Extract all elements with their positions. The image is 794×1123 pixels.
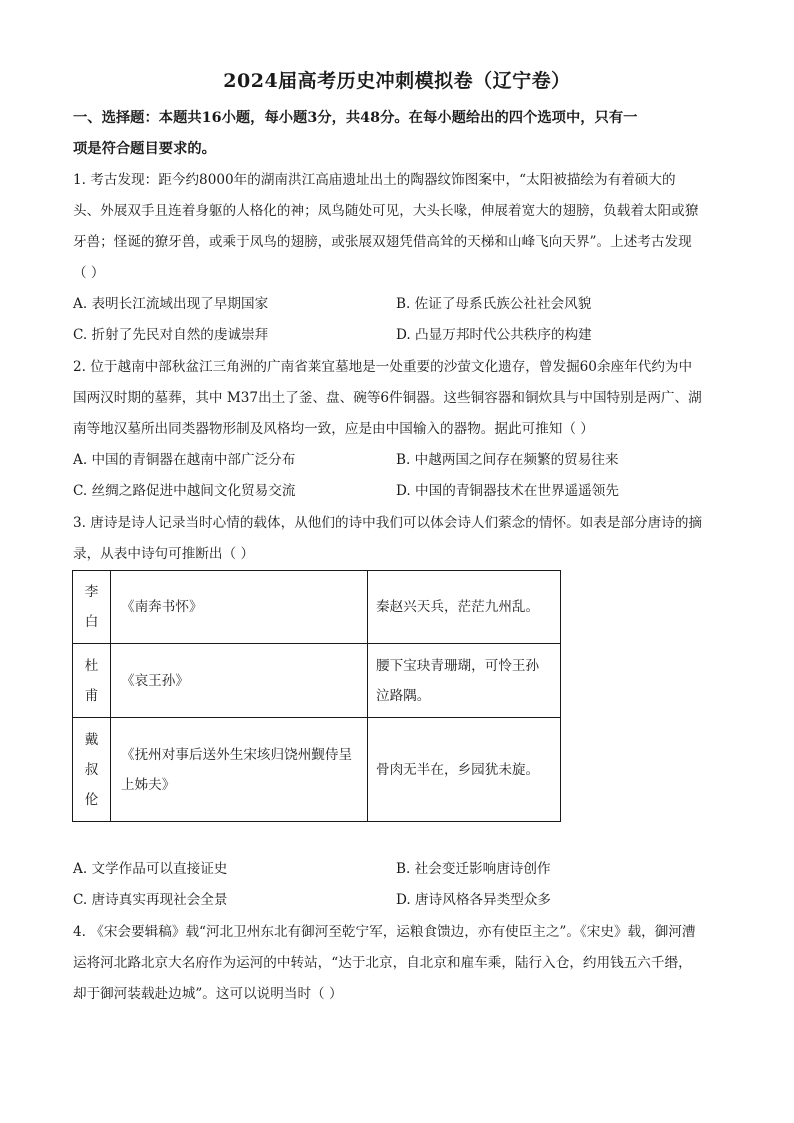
option-b[interactable]: B. 中越两国之间存在频繁的贸易往来 bbox=[396, 452, 619, 468]
option-d[interactable]: D. 中国的青铜器技术在世界遥遥领先 bbox=[396, 483, 619, 499]
option-a[interactable]: A. 表明长江流域出现了早期国家 bbox=[73, 296, 269, 312]
table-row bbox=[73, 644, 561, 718]
question-line: 国两汉时期的墓葬，其中 M37出土了釜、盘、碗等6件铜器。这些铜容器和铜炊具与中国特别是两广、湖 bbox=[73, 390, 702, 406]
question-1-options-row bbox=[73, 289, 728, 320]
poem-title-cell: 《南奔书怀》 bbox=[111, 571, 368, 644]
option-d[interactable]: D. 唐诗风格各异类型众多 bbox=[396, 892, 551, 908]
exam-title: 2024届高考历史冲刺模拟卷（辽宁卷） bbox=[223, 70, 571, 92]
poet-name: 戴叔伦 bbox=[84, 731, 99, 808]
question-line: 3. 唐诗是诗人记录当时心情的载体，从他们的诗中我们可以体会诗人们萦念的情怀。如表是部分唐诗的摘 bbox=[73, 515, 703, 531]
poem-title-cell: 《抚州对事后送外生宋垓归饶州觐侍呈上姊夫》 bbox=[111, 718, 368, 822]
poem-line-cell: 腰下宝玦青珊瑚，可怜王孙泣路隅。 bbox=[368, 644, 561, 718]
poet-cell bbox=[73, 718, 111, 822]
poet-cell bbox=[73, 644, 111, 718]
question-3-stem bbox=[73, 508, 728, 570]
option-c[interactable]: C. 丝绸之路促进中越间文化贸易交流 bbox=[73, 483, 296, 499]
question-line: 牙兽；怪诞的獠牙兽，或乘于凤鸟的翅膀，或张展双翅凭借高耸的天梯和山峰飞向天界”。上述考古发现 bbox=[73, 234, 692, 250]
poem-line-cell: 秦赵兴天兵，茫茫九州乱。 bbox=[368, 571, 561, 644]
table-row bbox=[73, 718, 561, 822]
question-2-options-row bbox=[73, 476, 728, 507]
option-c[interactable]: C. 唐诗真实再现社会全景 bbox=[73, 892, 228, 908]
question-line: 头、外展双手且连着身躯的人格化的神；凤鸟随处可见，大头长喙，伸展着宽大的翅膀，负载着太阳或獠 bbox=[73, 203, 699, 219]
poem-table bbox=[72, 570, 561, 822]
option-a[interactable]: A. 中国的青铜器在越南中部广泛分布 bbox=[73, 452, 296, 468]
option-d[interactable]: D. 凸显万邦时代公共秩序的构建 bbox=[396, 327, 592, 343]
question-line: 运将河北路北京大名府作为运河的中转站，“达于北京，自北京和雇车乘，陆行入仓，约用钱五六千缗， bbox=[73, 955, 692, 971]
option-b[interactable]: B. 社会变迁影响唐诗创作 bbox=[396, 861, 551, 877]
poet-cell bbox=[73, 571, 111, 644]
question-1-stem bbox=[73, 165, 728, 289]
poem-title-cell: 《哀王孙》 bbox=[111, 644, 368, 718]
section-heading bbox=[73, 103, 728, 165]
option-c[interactable]: C. 折射了先民对自然的虔诚崇拜 bbox=[73, 327, 269, 343]
question-line: 1. 考古发现：距今约8000年的湖南洪江高庙遗址出土的陶器纹饰图案中，“太阳被描绘为有着硕大的 bbox=[73, 172, 676, 188]
question-4-stem bbox=[73, 917, 728, 1010]
option-a[interactable]: A. 文学作品可以直接证史 bbox=[73, 861, 228, 877]
question-line: 2. 位于越南中部秋盆江三角洲的广南省莱宜墓地是一处重要的沙萤文化遗存，曾发掘60余座年代约为中 bbox=[73, 359, 693, 375]
question-line: 南等地汉墓所出同类器物形制及风格均一致，应是由中国输入的器物。据此可推知（ ） bbox=[73, 421, 594, 437]
question-1-options-row bbox=[73, 320, 728, 351]
question-2-stem bbox=[73, 352, 728, 445]
section-heading-line: 一、选择题：本题共16小题，每小题3分，共48分。在每小题给出的四个选项中，只有一 bbox=[73, 110, 638, 126]
option-b[interactable]: B. 佐证了母系氏族公社社会风貌 bbox=[396, 296, 592, 312]
poet-name: 杜甫 bbox=[84, 657, 99, 704]
question-3-options-row bbox=[73, 885, 728, 916]
question-2-options-row bbox=[73, 445, 728, 476]
section-heading-line: 项是符合题目要求的。 bbox=[73, 141, 216, 157]
poem-line-cell: 骨肉无半在，乡园犹未旋。 bbox=[368, 718, 561, 822]
question-line: 录，从表中诗句可推断出（ ） bbox=[73, 546, 255, 562]
question-line: 4. 《宋会要辑稿》载“河北卫州东北有御河至乾宁军，运粮食馈边，亦有使臣主之”。《宋史》载，御河漕 bbox=[73, 924, 696, 940]
table-row bbox=[73, 571, 561, 644]
question-line: 却于御河装载赴边城”。这可以说明当时（ ） bbox=[73, 986, 343, 1002]
poet-name: 李白 bbox=[84, 584, 99, 630]
question-3-options-row bbox=[73, 854, 728, 885]
answer-blank: （ ） bbox=[73, 265, 105, 281]
